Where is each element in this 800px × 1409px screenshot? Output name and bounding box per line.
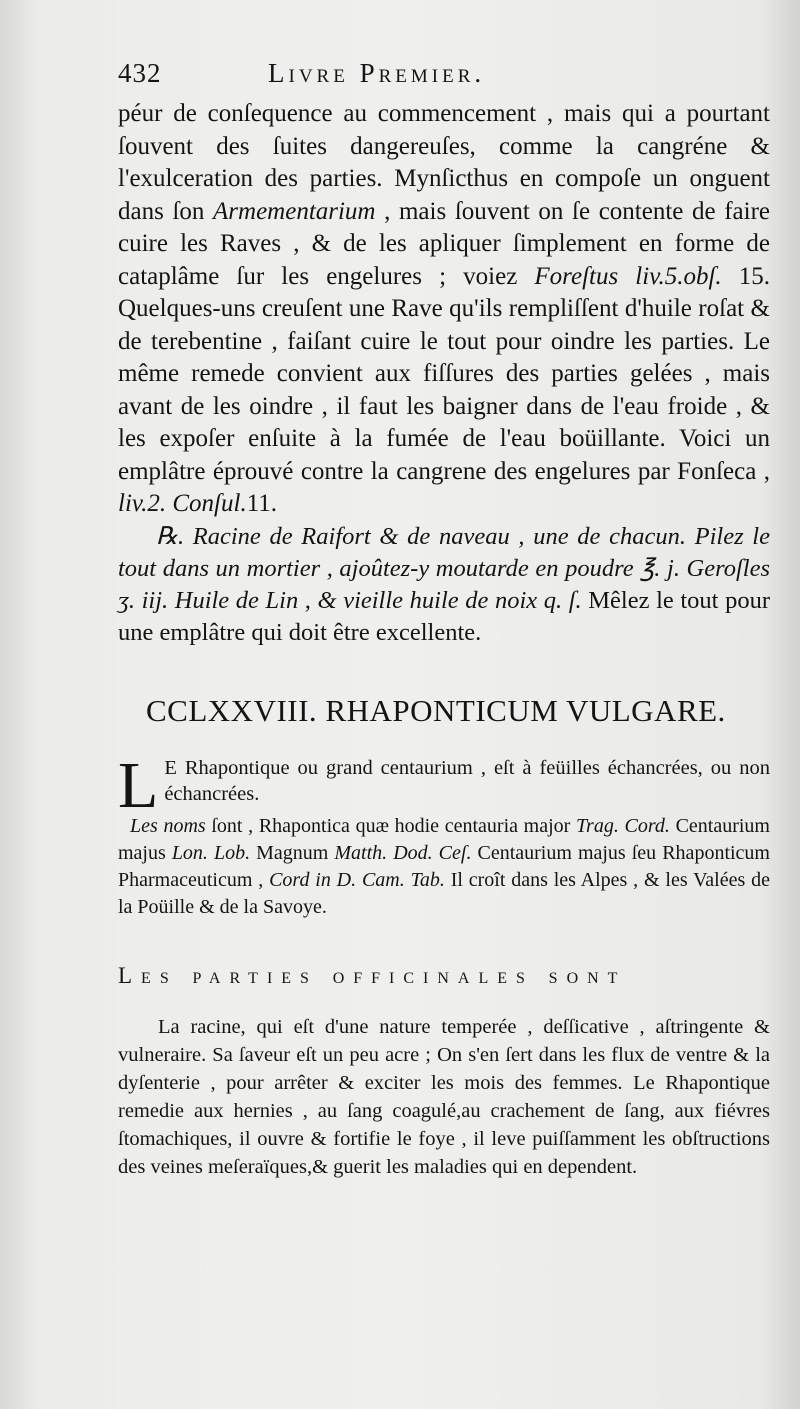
- paragraph-engelures: [118, 98, 770, 521]
- page-number: 432: [118, 58, 162, 88]
- names-run: Cord in D. Cam. Tab.: [269, 868, 445, 891]
- text-run: liv.2. Conſul.: [118, 490, 247, 517]
- section-heading: CCLXXVIII. RHAPONTICUM VULGARE.: [146, 692, 726, 728]
- text-run: Foreſtus liv.5.obſ.: [534, 262, 722, 290]
- officinal-parts-paragraph: La racine, qui eſt d'une nature temperée , deſſicative , aſtringente & vulneraire. Sa ſaveur eſt un peu acre ; On s'en ſert dans les flux de ventre & la dyſenterie , pour arrêter & exciter les mois des femmes. Le Rhapontique remedie aux hernies , au ſang coagulé,au crachement de ſang, aux fiévres ſtomachiques, il ouvre & fortifie le foye , il leve puiſſamment les obſtructions des veines meſeraïques,& guerit les maladies qui en dependent.: [118, 1015, 770, 1178]
- names-run: Magnum: [250, 841, 335, 864]
- names-run: Centaurium majus: [118, 814, 770, 864]
- intro-paragraph: [118, 748, 770, 822]
- names-run: Matth. Dod. Ceſ.: [334, 841, 472, 864]
- names-run: Les noms: [130, 814, 206, 837]
- names-run: Il croît dans les Alpes , & les Valées de la Poüille & de la Savoye.: [118, 868, 770, 918]
- sub-heading: Les parties officinales sont: [118, 962, 627, 988]
- recipe-run: Mêlez le tout pour une emplâtre qui doit être excellente.: [118, 586, 770, 646]
- names-run: Centaurium majus ſeu Rhaponticum Pharmaceuticum ,: [118, 841, 770, 891]
- names-run: Lon. Lob.: [171, 841, 251, 864]
- intro-text: E Rhapontique ou grand centaurium , eſt à feüilles échancrées, ou non échancrées.: [164, 756, 770, 805]
- text-run: Armementarium: [213, 197, 376, 225]
- text-run: péur de conſequence au commencement , mais qui a pourtant ſouvent des ſuites dangereuſes, comme la cangréne & l'exulceration des parties. Mynſicthus en compoſe un onguent dans ſon: [118, 100, 770, 225]
- page-header: [118, 58, 770, 98]
- names-run: Trag. Cord.: [576, 814, 670, 837]
- drop-cap: L: [118, 748, 159, 822]
- recipe-run: ℞. Racine de Raifort & de naveau , une de chacun. Pilez le tout dans un mortier , ajoûtez-y moutarde en poudre ℥. j. Geroſles ʒ. iij. Huile de Lin , & vieille huile de noix q. ſ.: [118, 522, 770, 614]
- running-title: Livre Premier.: [268, 58, 486, 88]
- names-run: ſont , Rhapontica quæ hodie centauria major: [205, 814, 577, 837]
- text-run: , mais ſouvent on ſe contente de faire cuire les Raves , & de les apliquer ſimplement en forme de cataplâme ſur les engelures ; voiez: [118, 197, 770, 290]
- names-paragraph: [118, 813, 770, 921]
- recipe-paragraph: [118, 521, 770, 649]
- text-run: 15. Quelques-uns creuſent une Rave qu'ils rempliſſent d'huile roſat & de terebentine , faiſant cuire le tout pour oindre les parties. Le même remede convient aux fiſſures des parties gelées , mais avant de les oindre , il faut les baigner dans de l'eau froide , & les expoſer enſuite à la fumée de l'eau boüillante. Voici un emplâtre éprouvé contre la cangrene des engelures par Fonſeca ,: [118, 262, 771, 485]
- text-run: 11.: [246, 490, 278, 517]
